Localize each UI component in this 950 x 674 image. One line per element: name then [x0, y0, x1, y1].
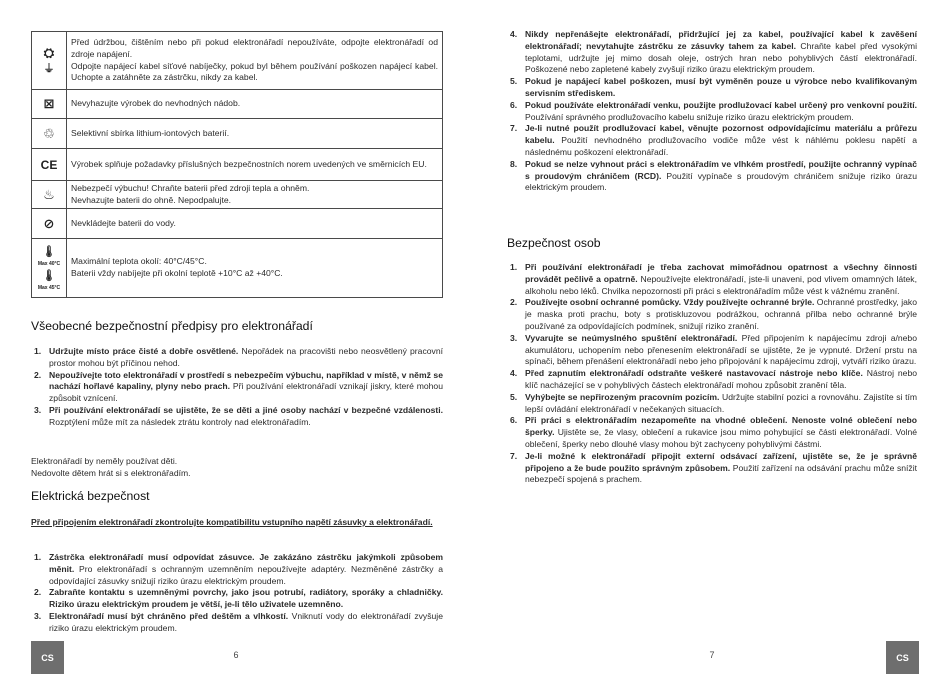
section-heading: Všeobecné bezpečnostní předpisy pro elektronářadí — [31, 319, 313, 333]
list-item: 1. Při používání elektronářadí je třeba zachovat mimořádnou opatrnost a všechny činnosti provádět pečlivě a opatrně. Nepoužívejte elektronářadí, jste-li unaveni, pod vlivem omamných látek, alkoholu nebo léků. Chvilka nepozornosti při práci s elektronářadím může vést k vážnému zranění. — [510, 262, 917, 296]
symbol-text: Výrobek splňuje požadavky příslušných bezpečnostních norem uvedených ve směrnicích EU. — [71, 158, 427, 169]
symbol-text: Selektivní sbírka lithium-iontových baterií. — [71, 127, 230, 138]
list-item: 7. Je-li možné k elektronářadí připojit externí odsávací zařízení, ujistěte se, že je správně připojeno a že bude použito správným způsobem. Použití zařízení na odsávání prachu může snížit nebezpečí spojená s prachem. — [510, 450, 918, 485]
list-item: 8. Pokud se nelze vyhnout práci s elektronářadím ve vlhkém prostředí, použijte ochranný vypínač s proudovým chráničem (RCD). Použití vypínače s proudovým chráničem snižuje riziko úrazu elektrickým proudem. — [510, 158, 917, 193]
symbol-row — [32, 181, 443, 209]
symbol-row — [32, 149, 443, 181]
list-item: 1. Zástrčka elektronářadí musí odpovídat zásuvce. Je zakázáno zástrčku jakýmkoli způsobem měnit. Pro elektronářadí s ochranným uzemněním nepoužívejte adaptéry. Nezměněné zástrčky a odpovídající zásuvky snižují riziko úrazu elektrickým proudem. — [34, 552, 443, 586]
symbol-row — [32, 239, 443, 298]
symbol-text: Nebezpečí výbuchu! Chraňte baterii před zdroji tepla a ohněm. Nevhazujte baterii do ohně. Nepodpalujte. — [71, 182, 310, 205]
symbol-icon-cell — [32, 149, 67, 181]
electrical-safety-list-continued — [507, 29, 917, 194]
symbol-text-cell — [67, 32, 443, 90]
note-line: Nedovolte dětem hrát si s elektronářadím. — [31, 467, 191, 478]
no-water-icon: ⊘ — [43, 215, 55, 231]
unplug-icon: ⏚ — [43, 63, 55, 75]
symbol-text: Maximální teplota okolí: 40°C/45°C. Baterii vždy nabíjejte při okolní teplotě +10°C až +40°C. — [71, 256, 283, 278]
language-badge: CS — [886, 641, 919, 674]
list-item: 3. Při používání elektronářadí se ujistěte, že se děti a jiné osoby nachází v bezpečné vzdálenosti. Rozptýlení může mít za následek ztrátu kontroly nad elektronářadím. — [34, 404, 443, 427]
symbol-row — [32, 90, 443, 119]
symbol-icon-cell — [32, 239, 67, 298]
symbol-text-cell — [67, 149, 443, 181]
symbol-row — [32, 32, 443, 90]
symbol-text-cell — [67, 119, 443, 149]
symbol-icon-cell — [32, 181, 67, 209]
list-item: 7. Je-li nutné použít prodlužovací kabel, věnujte pozornost odpovídajícímu materiálu a průřezu kabelu. Použití nevhodného prodlužovacího vodiče může vést k náhlému poklesu napětí a následnému poškození elektronářadí. — [510, 123, 917, 157]
battery-recycling-icon: ♲ — [43, 125, 55, 141]
symbol-icon-cell — [32, 209, 67, 239]
list-item: 2. Nepoužívejte toto elektronářadí v prostředí s nebezpečím výbuchu, například v místě, v němž se nachází hořlavé kapaliny, plyny nebo prach. Při používání elektronářadí vznikají jiskry, které mohou způsobit vznícení. — [34, 369, 443, 404]
symbol-text-cell — [67, 90, 443, 119]
symbol-row — [32, 209, 443, 239]
symbol-text: Před údržbou, čištěním nebo při pokud elektronářadí nepoužíváte, odpojte elektronářadí od zdroje napájení. Odpojte napájecí kabel síťové nabíječky, pokud byl během používání poškozen napájecí kabel. Uchopte a zatáhněte za zástrčku, nikdy za kabel. — [71, 37, 438, 83]
service-icon: ⛭ — [43, 45, 55, 60]
section-heading: Bezpečnost osob — [507, 236, 601, 250]
list-item: 5. Pokud je napájecí kabel poškozen, musí být vyměněn pouze u výrobce nebo kvalifikovaným servisním střediskem. — [510, 76, 917, 98]
thermometer-icon: 🌡︎ — [42, 245, 56, 258]
symbol-text: Nevkládejte baterii do vody. — [71, 217, 176, 228]
thermometer-icon: 🌡︎ — [42, 269, 56, 282]
children-note — [31, 456, 443, 480]
symbols-table — [31, 31, 443, 298]
electrical-safety-list — [31, 552, 443, 635]
symbol-icon-cell — [32, 90, 67, 119]
symbol-text: Nevyhazujte výrobek do nevhodných nádob. — [71, 98, 241, 109]
list-item: 6. Pokud používáte elektronářadí venku, použijte prodlužovací kabel určený pro venkovní použití. Používání správného prodlužovacího kabelu snižuje riziko úrazu elektrickým proudem. — [510, 99, 917, 122]
list-item: 3. Elektronářadí musí být chráněno před deštěm a vlhkostí. Vniknutí vody do elektronářadí zvyšuje riziko úrazu elektrickým proudem. — [34, 610, 443, 633]
list-item: 5. Vyhýbejte se nepřirozeným pracovním pozicím. Udržujte stabilní pozici a rovnováhu. Zajistíte si tím lepší ovládání elektronářadí v nečekaných situacích. — [510, 391, 918, 414]
list-item: 2. Zabraňte kontaktu s uzemněnými povrchy, jako jsou potrubí, radiátory, sporáky a chladničky. Riziko úrazu elektrickým proudem je větší, je-li tělo uživatele uzemněno. — [34, 587, 443, 610]
symbol-row — [32, 119, 443, 149]
electrical-intro: Před připojením elektronářadí zkontrolujte kompatibilitu vstupního napětí zásuvky a elektronářadí. — [31, 517, 433, 527]
symbol-text-cell — [67, 209, 443, 239]
personal-safety-list — [507, 262, 917, 486]
temperature-icon-label: Max 40°C — [37, 260, 61, 267]
symbol-icon-cell — [32, 32, 67, 90]
page-number: 6 — [233, 650, 239, 660]
page-number: 7 — [709, 650, 715, 660]
section-heading: Elektrická bezpečnost — [31, 489, 150, 503]
symbol-text-cell — [67, 181, 443, 209]
ce-mark-icon: CE — [40, 157, 58, 172]
list-item: 4. Nikdy nepřenášejte elektronářadí, přidržující jej za kabel, používající kabel k zavěšení elektronářadí; nevytahujte zástrčku ze zásuvky tahem za kabel. Chraňte kabel před vysokými teplotami, udržujte jej mimo dosah oleje, ostrých hran nebo pohyblivých částí elektronářadí. Poškozené nebo zapletené kabely zvyšují riziko úrazu elektrickým proudem. — [510, 29, 917, 75]
note-line: Elektronářadí by neměly používat děti. — [31, 456, 178, 466]
temperature-icon-label: Max 45°C — [37, 284, 61, 291]
list-item: 2. Používejte osobní ochranné pomůcky. Vždy používejte ochranné brýle. Ochranné prostředky, jako je maska proti prachu, boty s protiskluzovou podrážkou, ochranná přilba nebo ochranné brýle používané za odpovídajících podmínek, snižují riziko zranění. — [510, 297, 917, 331]
right-page — [475, 0, 950, 674]
list-item: 4. Před zapnutím elektronářadí odstraňte veškeré nastavovací nástroje nebo klíče. Nástroj nebo klíč nacházející se v pohyblivých částech elektronářadí mohou způsobit zranění těla. — [510, 368, 918, 390]
symbol-icon-cell — [32, 119, 67, 149]
list-item: 1. Udržujte místo práce čisté a dobře osvětlené. Nepořádek na pracovišti nebo neosvětlený pracovní prostor mohou být příčinou nehod. — [34, 346, 443, 368]
crossed-bin-icon: ⊠ — [43, 96, 55, 111]
language-badge: CS — [31, 641, 64, 674]
general-safety-list — [31, 346, 443, 429]
list-item: 6. Při práci s elektronářadím nezapomeňte na vhodné oblečení. Nenoste volné oblečení nebo šperky. Ujistěte se, že vlasy, oblečení a rukavice jsou mimo pohybující se části elektronářadí. Volné oblečení, šperky nebo dlouhé vlasy mohou být zachyceny pohyblivými částmi. — [510, 415, 917, 449]
list-item: 3. Vyvarujte se neúmyslného spuštění elektronářadí. Před připojením k napájecímu zdroji a/nebo akumulátoru, uchopením nebo přenesením elektronářadí se ujistěte, že je vypnuté. Držení prstu na spínači, během přenášení elektronářadí nebo jeho připojování k napájecímu zdroji, vytváří riziko úrazu. — [510, 332, 917, 367]
fire-warning-icon: ♨ — [43, 186, 55, 202]
symbol-text-cell — [67, 239, 443, 298]
